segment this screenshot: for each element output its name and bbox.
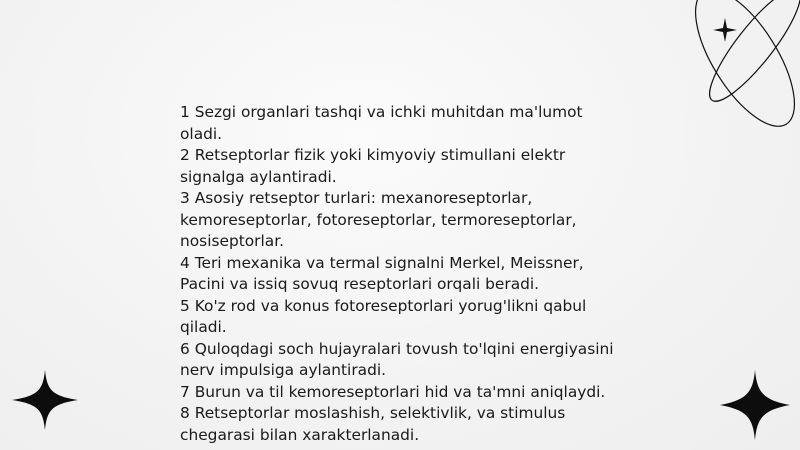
list-item: 5 Ko'z rod va konus fotoreseptorlari yorug'likni qabul qiladi. [180,296,587,336]
list-item: 8 Retseptorlar moslashish, selektivlik, va stimulus chegarasi bilan xarakterlanadi. [180,404,566,444]
four-point-star-icon [720,370,790,440]
list-item: 3 Asosiy retseptor turlari: mexanoreseptorlar, kemoreseptorlar, fotoreseptorlar, termoreseptorlar, nosiseptorlar. [180,189,577,250]
point-list [180,102,620,446]
list-item: 2 Retseptorlar fizik yoki kimyoviy stimullani elektr signalga aylantiradi. [180,146,566,186]
list-item: 1 Sezgi organlari tashqi va ichki muhitdan ma'lumot oladi. [180,103,583,143]
orbit-lines-icon [670,0,800,150]
list-item: 6 Quloqdagi soch hujayralari tovush to'lqini energiyasini nerv impulsiga aylantiradi. [180,339,614,379]
list-item: 4 Teri mexanika va termal signalni Merkel, Meissner, Pacini va issiq sovuq reseptorlari orqali beradi. [180,253,584,293]
list-item: 7 Burun va til kemoreseptorlari hid va ta'mni aniqlaydi. [180,382,606,401]
four-point-star-icon [10,370,80,430]
